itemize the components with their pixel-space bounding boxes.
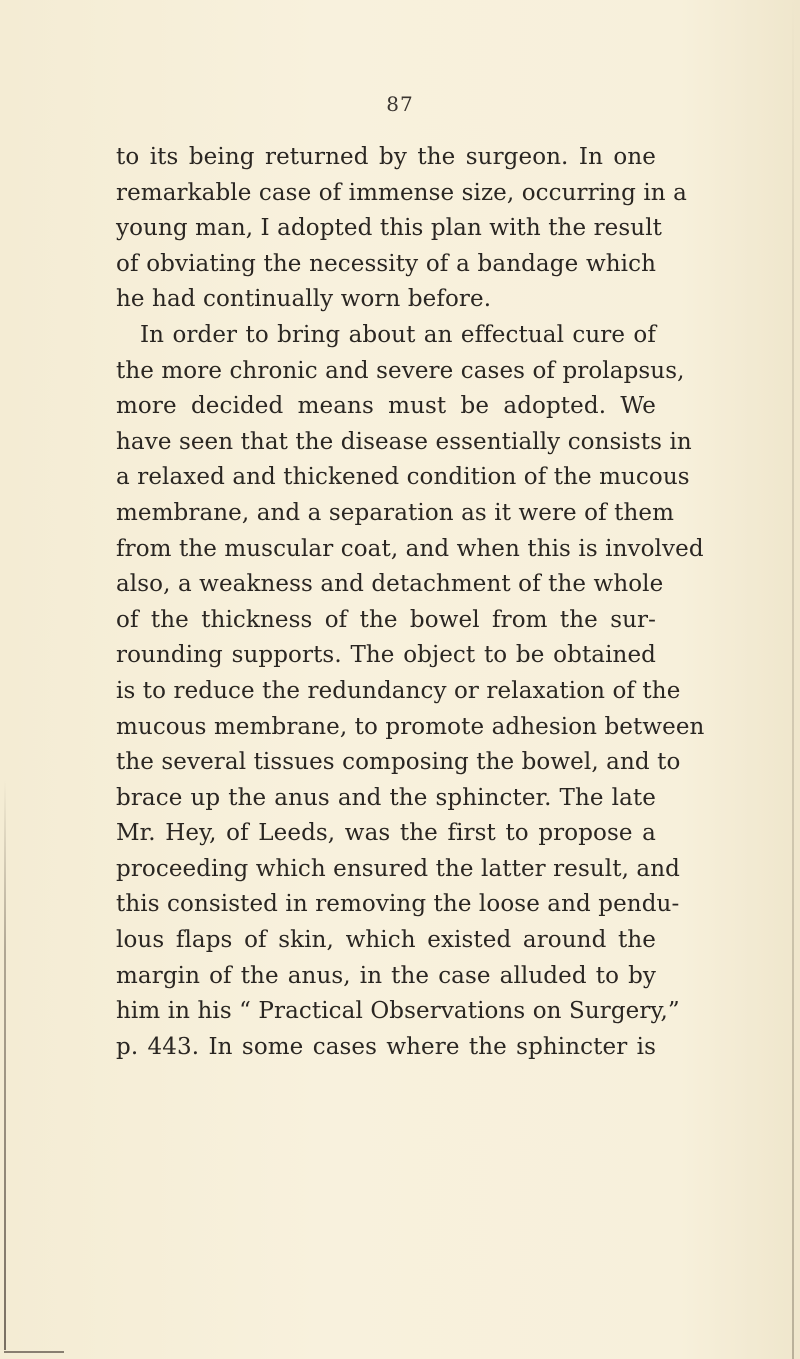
page-bottom-edge-shadow: [4, 1351, 64, 1353]
text-line: him in his “ Practical Observations on Surgery,”: [116, 998, 680, 1025]
text-line: the several tissues composing the bowel, and to: [116, 749, 681, 776]
text-line: mucous membrane, to promote adhesion between: [116, 713, 705, 740]
page-left-edge-shadow: [4, 780, 6, 1350]
text-line: young man, I adopted this plan with the result: [116, 215, 662, 242]
text-line: proceeding which ensured the latter result, and: [116, 855, 680, 882]
text-line: also, a weakness and detachment of the whole: [116, 571, 664, 598]
text-line: more decided means must be adopted. We: [116, 393, 656, 420]
text-line: remarkable case of immense size, occurring in a: [116, 179, 687, 206]
page-right-edge-shadow: [792, 0, 794, 1359]
text-line: rounding supports. The object to be obtained: [116, 642, 656, 669]
text-line: p. 443. In some cases where the sphincter is: [116, 1033, 656, 1060]
text-line: from the muscular coat, and when this is involved: [116, 535, 704, 562]
text-line: margin of the anus, in the case alluded to by: [116, 962, 656, 989]
text-line: he had continually worn before.: [116, 286, 492, 313]
text-line: this consisted in removing the loose and pendu-: [116, 891, 680, 918]
text-line: have seen that the disease essentially consists in: [116, 428, 692, 455]
body-text: [116, 140, 705, 1065]
text-line: Mr. Hey, of Leeds, was the first to propose a: [116, 820, 656, 847]
text-line: brace up the anus and the sphincter. The late: [116, 784, 656, 811]
text-line: of obviating the necessity of a bandage which: [116, 250, 656, 277]
text-line: lous flaps of skin, which existed around the: [116, 927, 656, 954]
text-line: membrane, and a separation as it were of them: [116, 499, 675, 526]
text-line: a relaxed and thickened condition of the mucous: [116, 464, 690, 491]
text-line: to its being returned by the surgeon. In one: [116, 144, 656, 170]
text-line: of the thickness of the bowel from the sur-: [116, 606, 656, 633]
page-number: 87: [386, 92, 414, 116]
text-line: is to reduce the redundancy or relaxation of the: [116, 677, 681, 704]
text-line: In order to bring about an effectual cure of: [140, 321, 656, 348]
text-line: the more chronic and severe cases of prolapsus,: [116, 357, 685, 384]
